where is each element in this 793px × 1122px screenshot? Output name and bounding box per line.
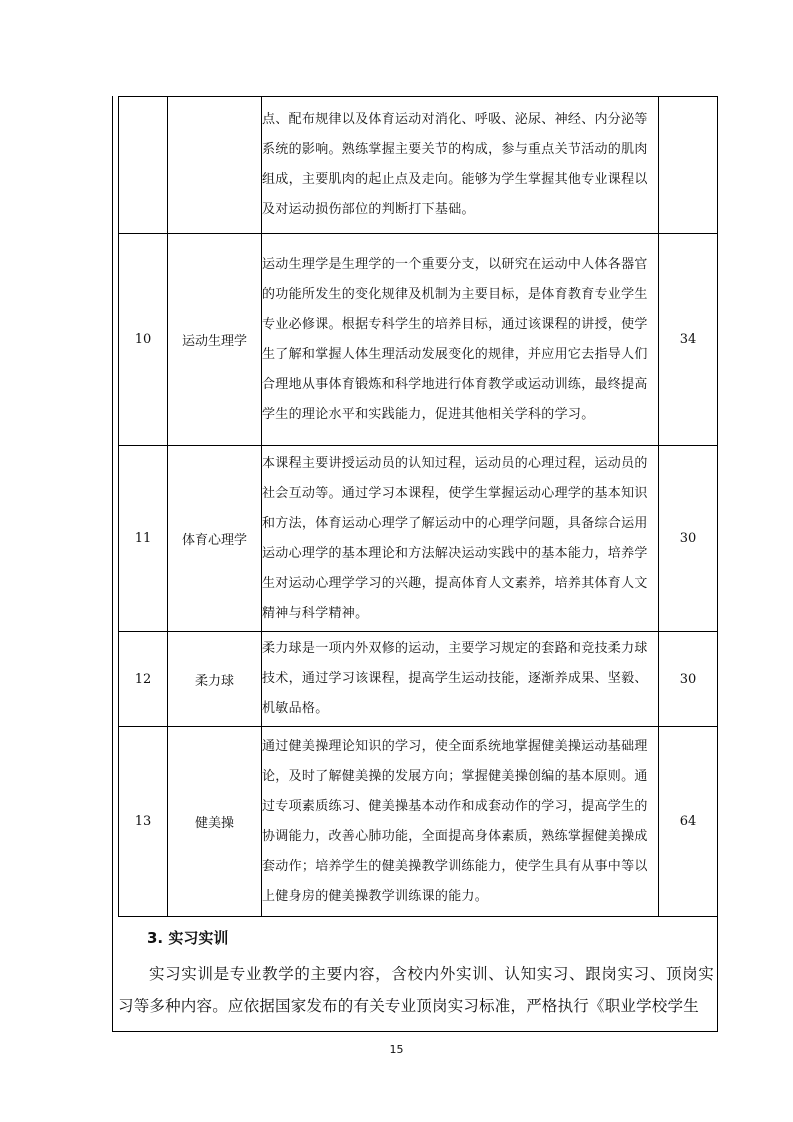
table-row [119,727,718,917]
course-number [119,97,168,234]
course-description: 通过健美操理论知识的学习，使全面系统地掌握健美操运动基础理论，及时了解健美操的发展方向；掌握健美操创编的基本原则。通过专项素质练习、健美操基本动作和成套动作的学习，提高学生的协调能力，改善心肺功能，全面提高身体素质，熟练掌握健美操成套动作；培养学生的健美操教学训练能力，使学生具有从事中等以上健身房的健美操教学训练课的能力。 [262,738,648,904]
course-hours [659,97,718,234]
table-row [119,632,718,727]
course-name: 柔力球 [168,632,262,727]
course-number: 13 [119,727,168,917]
course-description: 柔力球是一项内外双修的运动，主要学习规定的套路和竞技柔力球技术，通过学习该课程，提高学生运动技能，逐渐养成果、坚毅、机敏品格。 [262,641,648,716]
table-row [119,446,718,632]
course-name: 运动生理学 [168,234,262,446]
course-number: 11 [119,446,168,632]
table-row [119,97,718,234]
course-name [168,97,262,234]
course-hours: 30 [659,446,718,632]
course-hours: 30 [659,632,718,727]
page-number: 15 [389,1043,404,1056]
course-description: 本课程主要讲授运动员的认知过程，运动员的心理过程，运动员的社会互动等。通过学习本课程，使学生掌握运动心理学的基本知识和方法，体育运动心理学了解运动中的心理学问题，具备综合运用运动心理学的基本理论和方法解决运动实践中的基本能力，培养学生对运动心理学学习的兴趣，提高体育人文素养，培养其体育人文精神与科学精神。 [262,455,648,621]
section-body: 实习实训是专业教学的主要内容，含校内外实训、认知实习、跟岗实习、顶岗实习等多种内容。应依据国家发布的有关专业顶岗实习标准，严格执行《职业学校学生 [118,965,714,1015]
course-name: 健美操 [168,727,262,917]
course-table [118,96,718,917]
course-description: 点、配布规律以及体育运动对消化、呼吸、泌尿、神经、内分泌等系统的影响。熟练掌握主要关节的构成，参与重点关节活动的肌肉组成，主要肌肉的起止点及走向。能够为学生掌握其他专业课程以及对运动损伤部位的判断打下基础。 [262,112,648,217]
table-row [119,234,718,446]
course-hours: 64 [659,727,718,917]
course-number: 10 [119,234,168,446]
course-hours: 34 [659,234,718,446]
course-description: 运动生理学是生理学的一个重要分支，以研究在运动中人体各器官的功能所发生的变化规律及机制为主要目标，是体育教育专业学生专业必修课。根据专科学生的培养目标，通过该课程的讲授，使学生了解和掌握人体生理活动发展变化的规律，并应用它去指导人们合理地从事体育锻炼和科学地进行体育教学或运动训练，最终提高学生的理论水平和实践能力，促进其他相关学科的学习。 [262,256,648,422]
section-heading: 3. 实习实训 [147,929,229,947]
course-name: 体育心理学 [168,446,262,632]
course-number: 12 [119,632,168,727]
